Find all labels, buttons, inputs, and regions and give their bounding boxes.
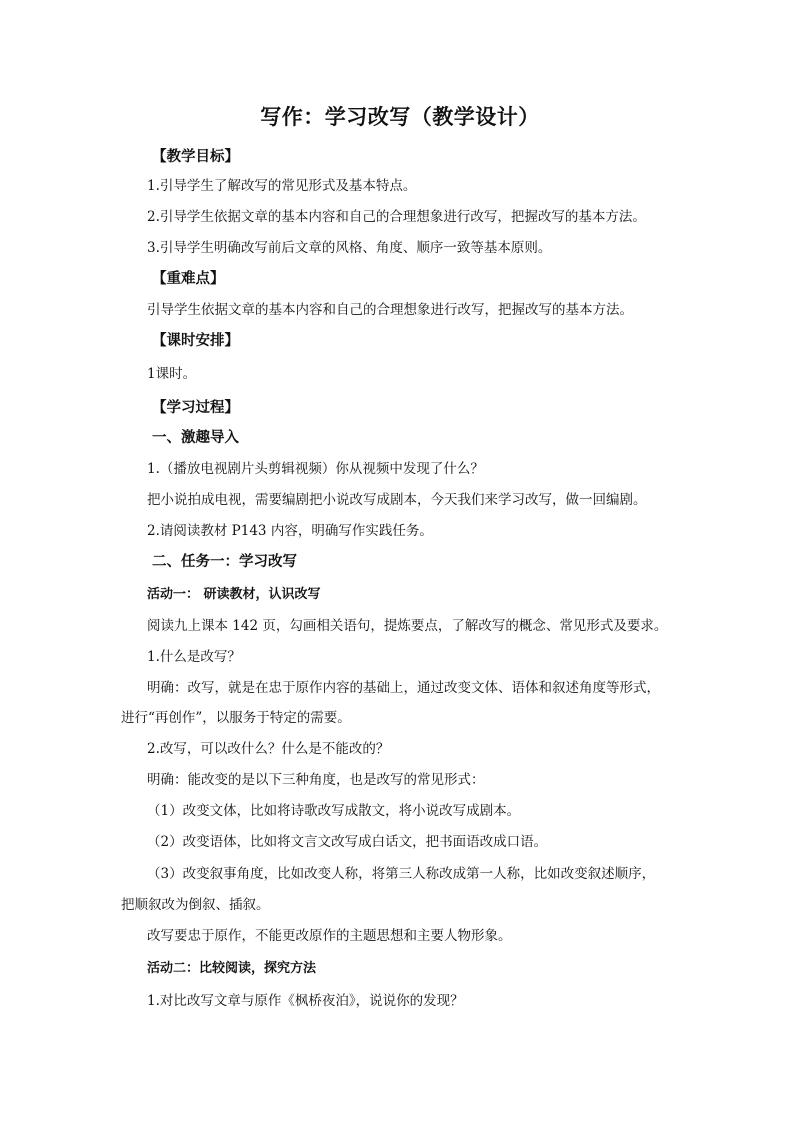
- objective-item-3: 3.引导学生明确改写前后文章的风格、角度、顺序一致等基本原则。: [147, 240, 552, 256]
- activity1-line-3: 明确：改写，就是在忠于原作内容的基础上，通过改变文体、语体和叙述角度等形式，: [147, 680, 660, 696]
- activity1-line-7: （1）改变文体，比如将诗歌改写成散文，将小说改写成剧本。: [147, 803, 521, 819]
- key-points-heading: 【重难点】: [152, 271, 225, 287]
- section1-heading: 一、激趣导入: [152, 430, 239, 446]
- schedule-text: 1课时。: [147, 366, 197, 382]
- section1-line-2: 把小说拍成电视，需要编剧把小说改写成剧本，今天我们来学习改写，做一回编剧。: [147, 492, 647, 508]
- process-heading: 【学习过程】: [152, 400, 239, 416]
- activity1-line-1: 阅读九上课本 142 页，勾画相关语句，提炼要点，了解改写的概念、常见形式及要求。: [147, 618, 668, 634]
- activity1-line-11: 改写要忠于原作，不能更改原作的主题思想和主要人物形象。: [147, 928, 512, 944]
- document-title: 写作：学习改写（教学设计）: [260, 105, 540, 129]
- schedule-heading: 【课时安排】: [152, 333, 239, 349]
- objective-item-2: 2.引导学生依据文章的基本内容和自己的合理想象进行改写，把握改写的基本方法。: [147, 209, 646, 225]
- objective-item-1: 1.引导学生了解改写的常见形式及基本特点。: [147, 178, 417, 194]
- activity1-line-4: 进行“再创作”，以服务于特定的需要。: [121, 710, 351, 726]
- activity1-line-2: 1.什么是改写？: [147, 649, 241, 665]
- activity2-heading: 活动二：比较阅读，探究方法: [147, 961, 317, 976]
- activity2-line-1: 1.对比改写文章与原作《枫桥夜泊》，说说你的发现？: [147, 993, 464, 1009]
- section2-heading: 二、任务一：学习改写: [152, 554, 297, 570]
- activity1-line-5: 2.改写，可以改什么？什么是不能改的？: [147, 741, 390, 757]
- section1-line-3: 2.请阅读教材 P143 内容，明确写作实践任务。: [147, 523, 433, 539]
- activity1-heading: 活动一： 研读教材，认识改写: [147, 587, 321, 602]
- key-points-text: 引导学生依据文章的基本内容和自己的合理想象进行改写，把握改写的基本方法。: [147, 302, 633, 318]
- activity1-line-9: （3）改变叙事角度，比如改变人称，将第三人称改成第一人称，比如改变叙述顺序，: [147, 866, 656, 882]
- activity1-line-6: 明确：能改变的是以下三种角度，也是改写的常见形式：: [147, 772, 485, 788]
- objectives-heading: 【教学目标】: [152, 149, 239, 165]
- activity1-line-8: （2）改变语体，比如将文言文改写成白话文，把书面语改成口语。: [147, 834, 548, 850]
- activity1-line-10: 把顺叙改为倒叙、插叙。: [121, 897, 270, 913]
- section1-line-1: 1.（播放电视剧片头剪辑视频）你从视频中发现了什么？: [147, 461, 484, 477]
